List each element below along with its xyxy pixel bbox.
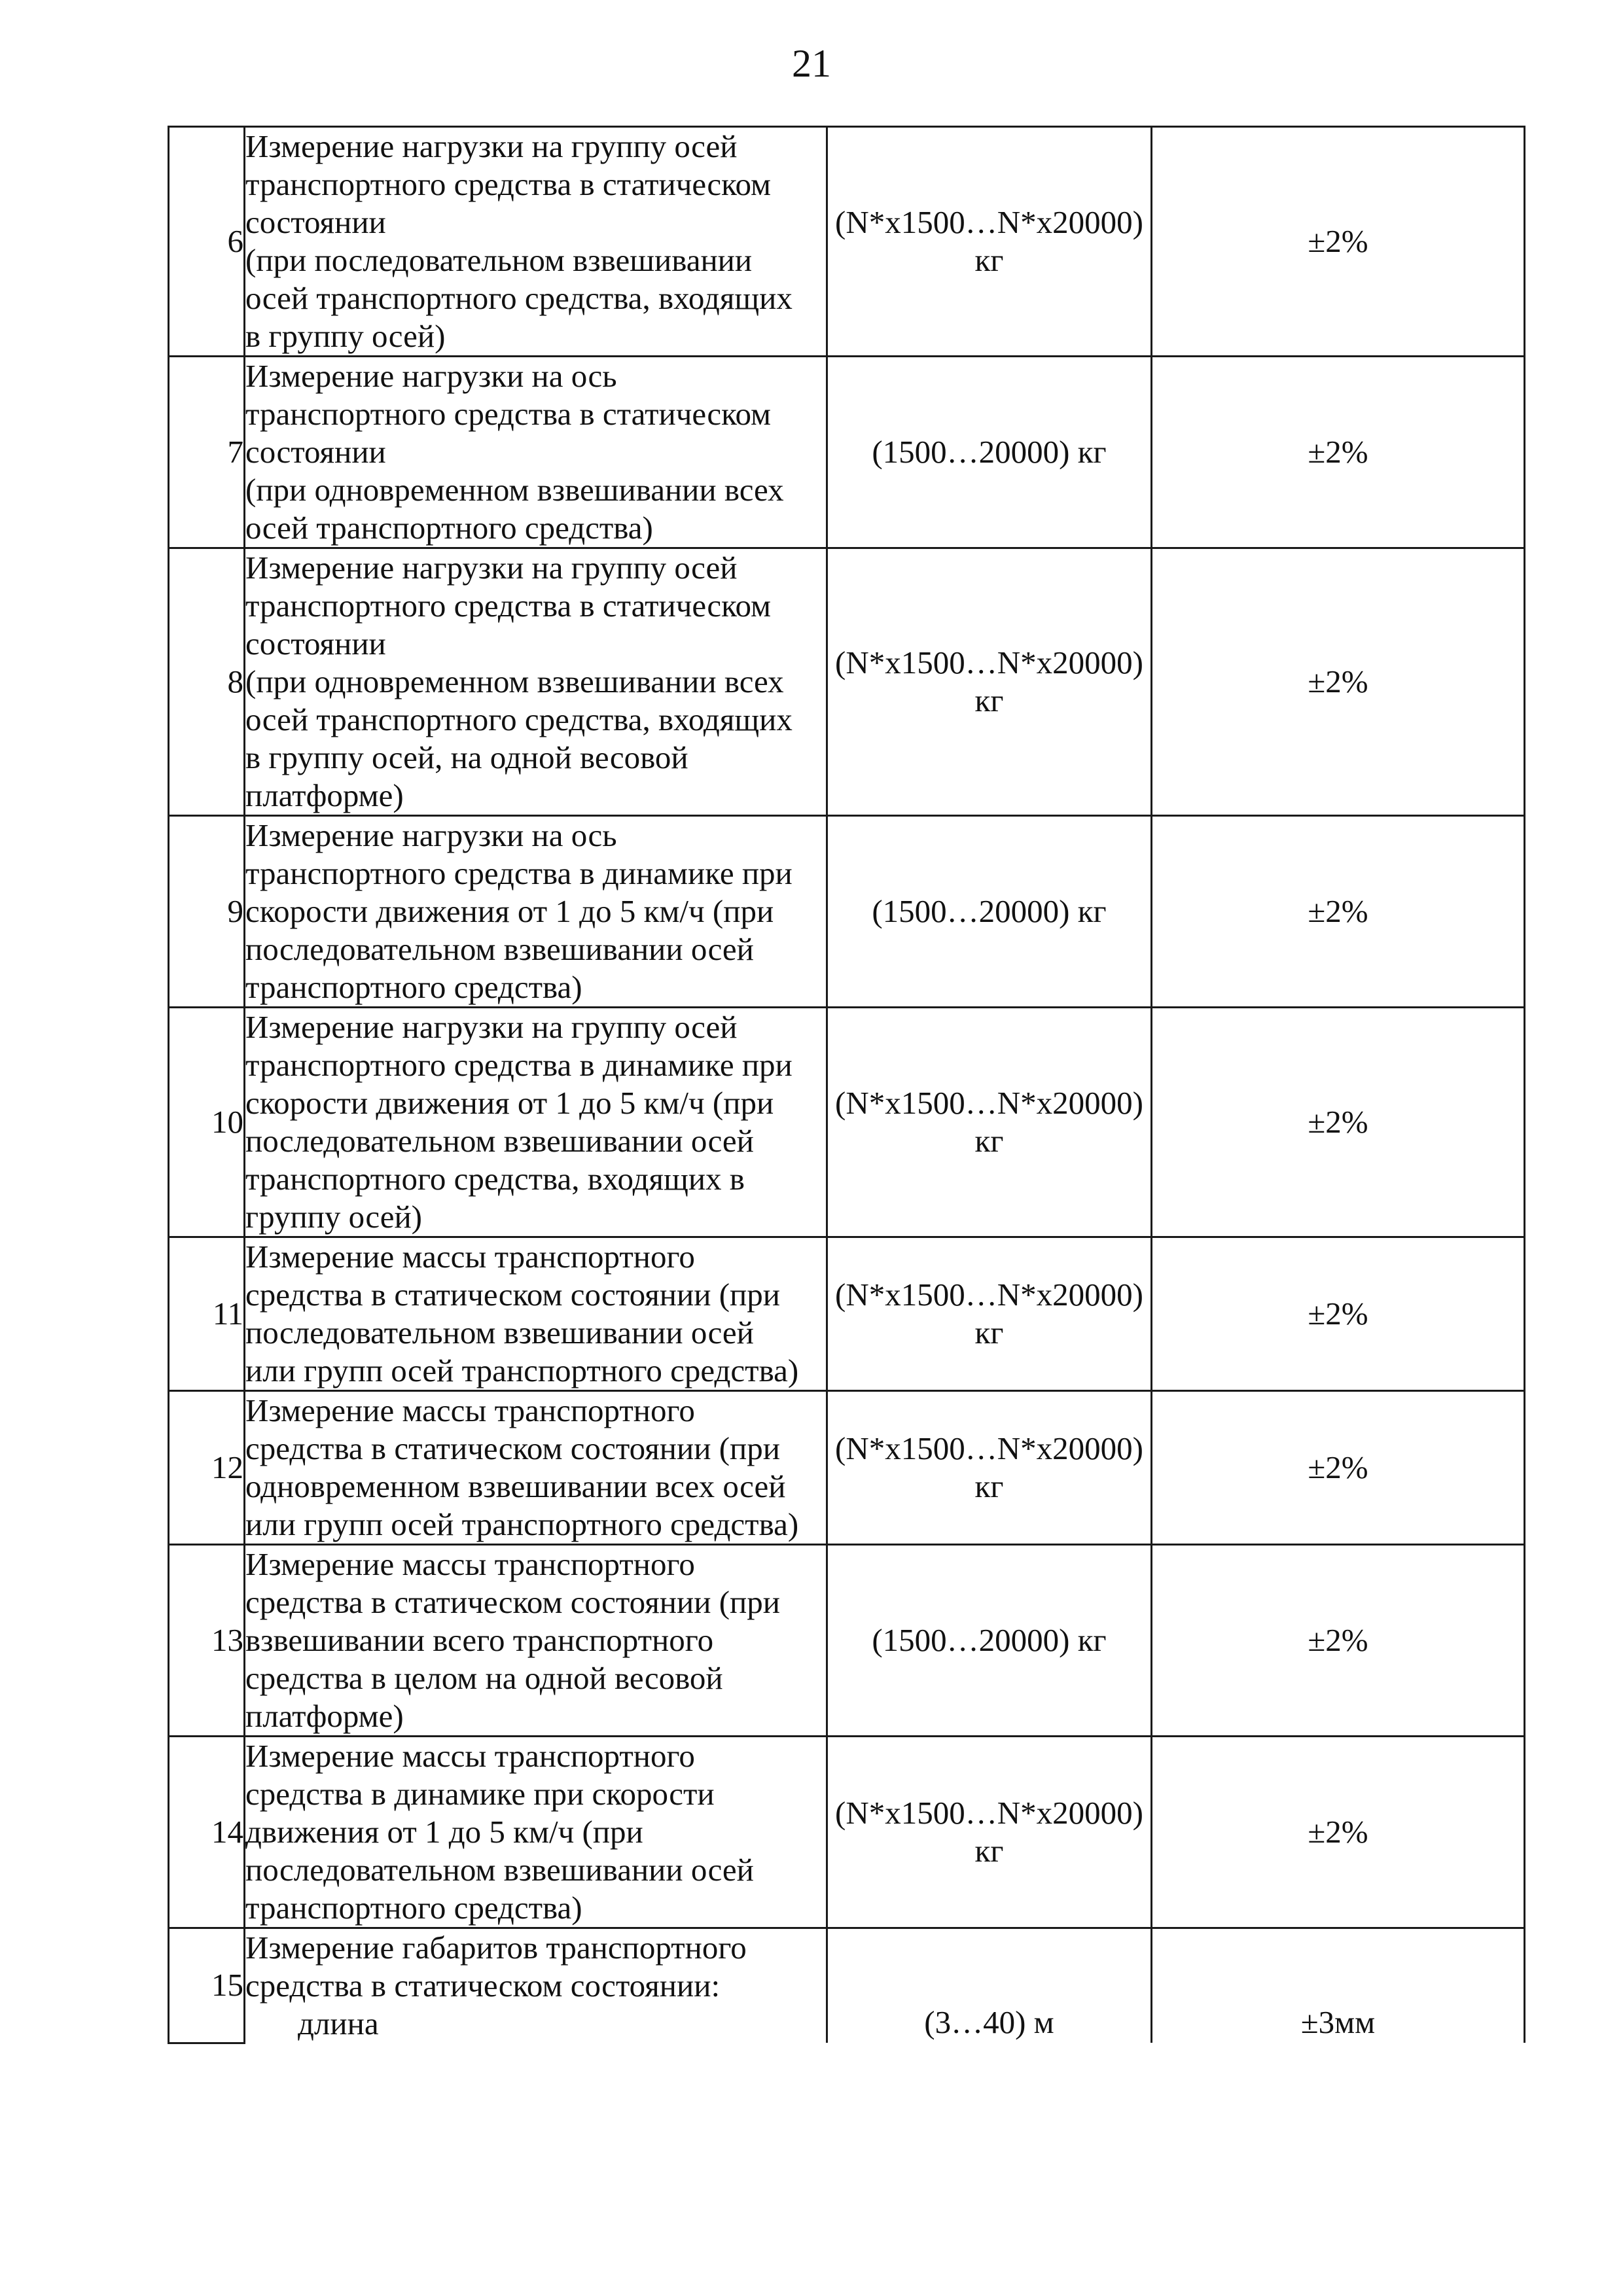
description-line: последовательном взвешивании осей [245, 1852, 754, 1888]
description-line: платформе) [245, 1698, 404, 1734]
description-line: осей транспортного средства, входящих [245, 701, 793, 737]
description-line: транспортного средства в статическом [245, 588, 772, 624]
permissible-error: ±2% [1152, 357, 1525, 548]
description-line: последовательном взвешивании осей [245, 1123, 754, 1159]
description-line: средства в целом на одной весовой [245, 1660, 723, 1696]
measurement-description [245, 1737, 827, 1928]
description-line: состоянии [245, 204, 386, 240]
range-line: (1500…20000) кг [872, 1622, 1107, 1658]
measurement-range [827, 1928, 1152, 2043]
measurement-range [827, 816, 1152, 1008]
measurement-description [245, 1391, 827, 1545]
range-line: (N*x1500…N*x20000) [835, 645, 1143, 680]
description-line: Измерение нагрузки на группу осей [245, 550, 738, 586]
measurement-description [245, 127, 827, 357]
range-line: кг [974, 1833, 1004, 1869]
measurement-range [827, 127, 1152, 357]
description-line: осей транспортного средства) [245, 510, 653, 546]
permissible-error: ±2% [1152, 1737, 1525, 1928]
range-line: кг [974, 1123, 1004, 1159]
permissible-error: ±2% [1152, 127, 1525, 357]
description-line: взвешивании всего транспортного [245, 1622, 714, 1658]
description-line: Измерение массы транспортного [245, 1392, 695, 1428]
description-line: последовательном взвешивании осей [245, 1315, 754, 1351]
range-line: (N*x1500…N*x20000) [835, 1795, 1143, 1831]
measurement-range [827, 1737, 1152, 1928]
permissible-error: ±2% [1152, 1008, 1525, 1237]
description-line: средства в статическом состоянии (при [245, 1277, 780, 1313]
measurement-range [827, 1008, 1152, 1237]
measurement-range [827, 1545, 1152, 1737]
specifications-table [168, 126, 1525, 2044]
range-line: (3…40) м [924, 2004, 1054, 2040]
row-number: 8 [169, 548, 245, 816]
measurement-range [827, 357, 1152, 548]
description-line: последовательном взвешивании осей [245, 931, 754, 967]
description-line: Измерение массы транспортного [245, 1546, 695, 1582]
description-line: в группу осей, на одной весовой [245, 739, 688, 775]
permissible-error: ±2% [1152, 1545, 1525, 1737]
description-line: или групп осей транспортного средства) [245, 1506, 799, 1542]
range-line: (N*x1500…N*x20000) [835, 1085, 1143, 1121]
measurement-range [827, 548, 1152, 816]
table-row [169, 357, 1525, 548]
measurement-range [827, 1237, 1152, 1391]
description-line: движения от 1 до 5 км/ч (при [245, 1814, 643, 1850]
description-line: транспортного средства в динамике при [245, 855, 793, 891]
description-sub-item: длина [298, 2005, 379, 2041]
range-line: (1500…20000) кг [872, 893, 1107, 929]
description-line: транспортного средства в динамике при [245, 1047, 793, 1083]
description-line: Измерение массы транспортного [245, 1738, 695, 1774]
table-row [169, 1737, 1525, 1928]
description-line: осей транспортного средства, входящих [245, 280, 793, 316]
permissible-error: ±2% [1152, 548, 1525, 816]
range-line: (1500…20000) кг [872, 434, 1107, 470]
measurement-description [245, 357, 827, 548]
description-line: транспортного средства) [245, 969, 582, 1005]
description-line: платформе) [245, 777, 404, 813]
description-line: средства в динамике при скорости [245, 1776, 715, 1812]
description-line: (при последовательном взвешивании [245, 242, 753, 278]
description-line: средства в статическом состоянии (при [245, 1430, 780, 1466]
table-row [169, 127, 1525, 357]
description-line: состоянии [245, 626, 386, 662]
measurement-description [245, 1545, 827, 1737]
description-line: одновременном взвешивании всех осей [245, 1468, 786, 1504]
range-line: (N*x1500…N*x20000) [835, 204, 1143, 240]
description-line: Измерение нагрузки на ось [245, 817, 617, 853]
range-line: кг [974, 1468, 1004, 1504]
description-line: транспортного средства, входящих в [245, 1161, 745, 1197]
range-line: кг [974, 242, 1004, 278]
permissible-error: ±2% [1152, 1391, 1525, 1545]
table-row [169, 1928, 1525, 2043]
description-line: Измерение нагрузки на группу осей [245, 128, 738, 164]
measurement-description [245, 816, 827, 1008]
row-number: 12 [169, 1391, 245, 1545]
description-line: Измерение массы транспортного [245, 1239, 695, 1275]
measurement-description [245, 1008, 827, 1237]
description-line: группу осей) [245, 1199, 423, 1235]
row-number: 10 [169, 1008, 245, 1237]
range-line: (N*x1500…N*x20000) [835, 1277, 1143, 1313]
description-line: скорости движения от 1 до 5 км/ч (при [245, 1085, 774, 1121]
table-row [169, 816, 1525, 1008]
description-line: (при одновременном взвешивании всех [245, 472, 784, 508]
row-number: 15 [169, 1928, 245, 2043]
permissible-error: ±3мм [1152, 1928, 1525, 2043]
description-line: средства в статическом состоянии: [245, 1968, 721, 2004]
row-number: 9 [169, 816, 245, 1008]
range-line: (N*x1500…N*x20000) [835, 1430, 1143, 1466]
description-line: Измерение нагрузки на ось [245, 358, 617, 394]
table-row [169, 1237, 1525, 1391]
row-number: 14 [169, 1737, 245, 1928]
permissible-error: ±2% [1152, 1237, 1525, 1391]
row-number: 11 [169, 1237, 245, 1391]
description-line: транспортного средства в статическом [245, 396, 772, 432]
description-line: скорости движения от 1 до 5 км/ч (при [245, 893, 774, 929]
row-number: 13 [169, 1545, 245, 1737]
description-line: транспортного средства в статическом [245, 166, 772, 202]
measurement-range [827, 1391, 1152, 1545]
table-row [169, 1008, 1525, 1237]
page-number: 21 [792, 42, 831, 85]
measurement-description [245, 548, 827, 816]
range-line: кг [974, 1315, 1004, 1351]
permissible-error: ±2% [1152, 816, 1525, 1008]
measurement-description [245, 1237, 827, 1391]
table-row [169, 1391, 1525, 1545]
description-line: средства в статическом состоянии (при [245, 1584, 780, 1620]
description-line: Измерение нагрузки на группу осей [245, 1009, 738, 1045]
range-line: кг [974, 682, 1004, 718]
table-row [169, 548, 1525, 816]
row-number: 7 [169, 357, 245, 548]
row-number: 6 [169, 127, 245, 357]
description-line: Измерение габаритов транспортного [245, 1930, 747, 1966]
description-line: состоянии [245, 434, 386, 470]
description-line: в группу осей) [245, 318, 446, 354]
specifications-table-body [169, 127, 1525, 2043]
table-row [169, 1545, 1525, 1737]
description-line: (при одновременном взвешивании всех [245, 663, 784, 699]
description-line: транспортного средства) [245, 1890, 582, 1926]
measurement-description [245, 1928, 827, 2043]
description-line: или групп осей транспортного средства) [245, 1352, 799, 1388]
